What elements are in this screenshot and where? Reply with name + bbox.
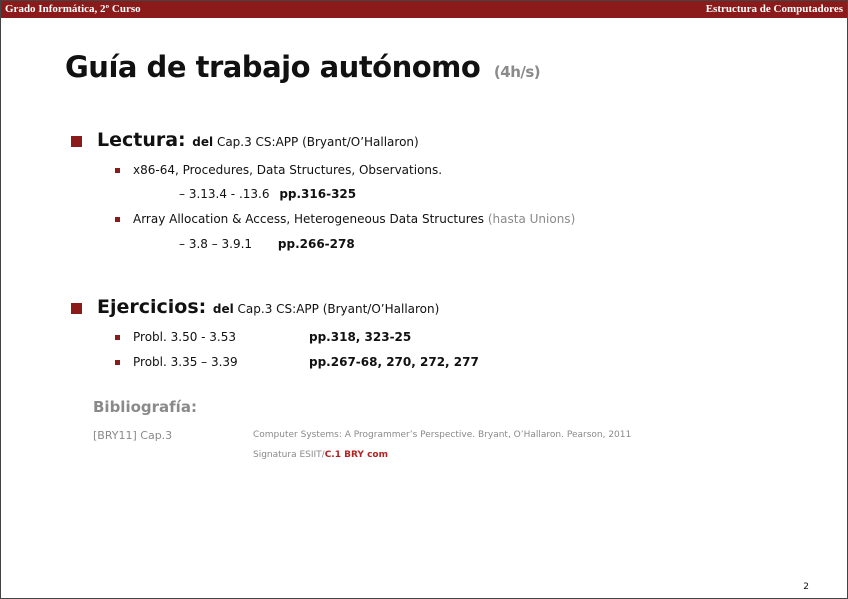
ejercicios-ref: Cap.3 CS:APP (Bryant/O’Hallaron): [233, 302, 440, 316]
lectura-ref: Cap.3 CS:APP (Bryant/O’Hallaron): [213, 135, 419, 149]
slide-header: [1, 1, 847, 18]
ejercicios-del: del: [212, 302, 234, 316]
square-bullet-icon: [71, 136, 82, 147]
lectura-sub-detail: [179, 187, 356, 201]
small-bullet-icon: [115, 168, 120, 173]
square-bullet-icon: [71, 303, 82, 314]
bibliography-title: Bibliografía:: [93, 398, 197, 416]
section-range: – 3.13.4 - .13.6: [179, 187, 270, 201]
lectura-sub-text: x86-64, Procedures, Data Structures, Observations.: [133, 163, 443, 177]
signature-code: C.1 BRY com: [324, 450, 388, 460]
section-range: – 3.8 – 3.9.1: [179, 237, 253, 251]
lectura-sub-note: (hasta Unions): [487, 212, 576, 226]
problem-pages: pp.318, 323-25: [309, 330, 412, 344]
bibliography-reference: Computer Systems: A Programmer’s Perspective. Bryant, O’Hallaron. Pearson, 2011: [253, 430, 632, 440]
page-title: [65, 50, 540, 84]
problem-pages: pp.267-68, 270, 272, 277: [309, 355, 479, 369]
lectura-del: del: [192, 135, 214, 149]
lectura-sub-text: Array Allocation & Access, Heterogeneous Data Structures: [133, 212, 485, 226]
signature-prefix: Signatura ESIIT/: [253, 450, 325, 460]
title-suffix: (4h/s): [493, 63, 541, 81]
subject-name: Estructura de Computadores: [705, 3, 843, 15]
page-number: 2: [803, 582, 809, 592]
course-name: Grado Informática, 2º Curso: [5, 3, 141, 15]
lectura-heading: Lectura:: [97, 129, 186, 151]
lectura-sub-detail: [179, 237, 355, 251]
section-pages: pp.316-325: [279, 187, 357, 201]
small-bullet-icon: [115, 360, 120, 365]
problem-label: Probl. 3.35 – 3.39: [133, 355, 238, 369]
ejercicios-heading: Ejercicios:: [97, 296, 207, 318]
small-bullet-icon: [115, 335, 120, 340]
bibliography-signature: [253, 450, 388, 460]
section-pages: pp.266-278: [277, 237, 355, 251]
problem-label: Probl. 3.50 - 3.53: [133, 330, 237, 344]
small-bullet-icon: [115, 217, 120, 222]
title-main: Guía de trabajo autónomo: [65, 50, 481, 84]
bibliography-key: [BRY11] Cap.3: [93, 429, 173, 442]
